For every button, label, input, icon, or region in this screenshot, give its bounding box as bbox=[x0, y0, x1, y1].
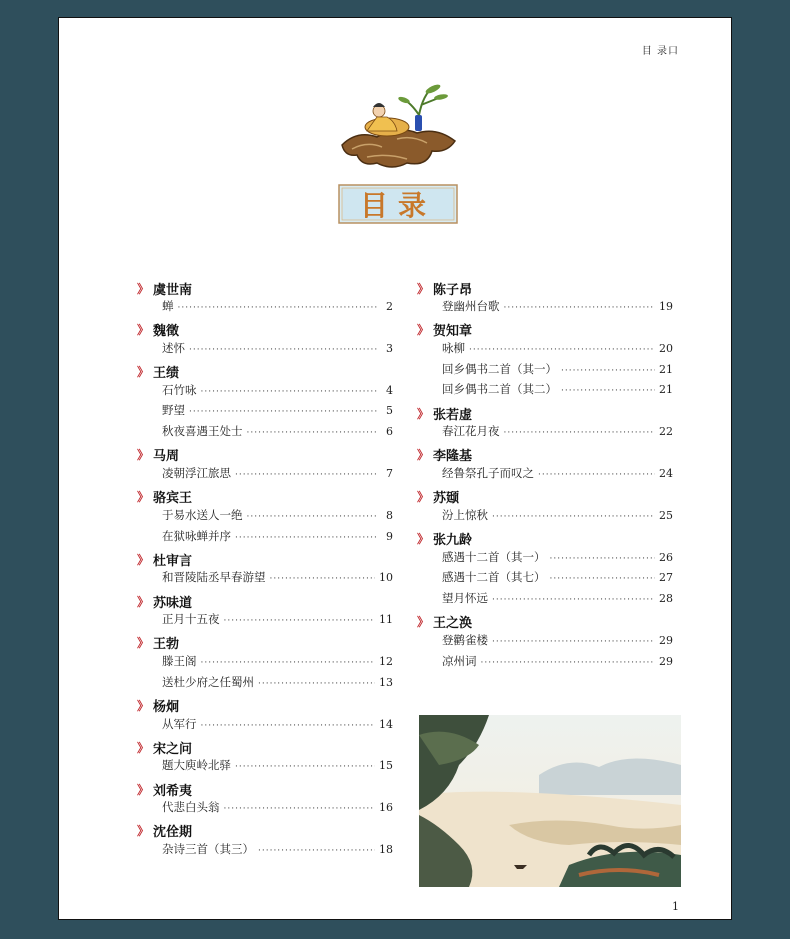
poem-title: 石竹咏 bbox=[162, 382, 197, 397]
author-name: 宋之问 bbox=[153, 741, 193, 757]
author-name: 苏颋 bbox=[433, 491, 460, 507]
page-number: 1 bbox=[672, 900, 679, 913]
poem-title: 感遇十二首（其七） bbox=[442, 570, 546, 585]
author-name: 贺知章 bbox=[433, 324, 473, 340]
poem-title: 代悲白头翁 bbox=[162, 800, 220, 815]
poem-page-number: 7 bbox=[386, 466, 393, 480]
toc-entry[interactable] bbox=[417, 590, 673, 611]
toc-entry[interactable] bbox=[137, 340, 393, 361]
double-chevron-icon: 》 bbox=[137, 448, 150, 463]
poem-page-number: 21 bbox=[659, 383, 673, 397]
author-heading[interactable] bbox=[137, 591, 393, 611]
dot-leader bbox=[492, 637, 655, 647]
poem-page-number: 8 bbox=[386, 508, 393, 522]
poem-page-number: 5 bbox=[386, 404, 393, 418]
author-name: 马周 bbox=[153, 449, 180, 465]
toc-entry[interactable] bbox=[417, 465, 673, 486]
toc-entry[interactable] bbox=[137, 507, 393, 528]
poem-page-number: 16 bbox=[379, 801, 393, 815]
dot-leader bbox=[550, 574, 656, 584]
poem-page-number: 15 bbox=[379, 759, 393, 773]
poem-title: 在狱咏蝉并序 bbox=[162, 528, 231, 543]
poem-title: 杂诗三首（其三） bbox=[162, 841, 254, 856]
author-heading[interactable] bbox=[137, 696, 393, 716]
double-chevron-icon: 》 bbox=[137, 699, 150, 714]
double-chevron-icon: 》 bbox=[417, 615, 430, 630]
dot-leader bbox=[224, 804, 376, 814]
author-heading[interactable] bbox=[417, 445, 673, 465]
poem-page-number: 22 bbox=[659, 425, 673, 439]
toc-entry[interactable] bbox=[137, 569, 393, 590]
dot-leader bbox=[235, 470, 377, 480]
dot-leader bbox=[504, 428, 656, 438]
dot-leader bbox=[201, 658, 376, 668]
author-name: 刘希夷 bbox=[153, 783, 193, 799]
dot-leader bbox=[504, 303, 656, 313]
toc-entry[interactable] bbox=[417, 549, 673, 570]
toc-entry[interactable] bbox=[137, 465, 393, 486]
toc-entry[interactable] bbox=[137, 382, 393, 403]
poem-page-number: 4 bbox=[386, 383, 393, 397]
double-chevron-icon: 》 bbox=[137, 281, 150, 296]
dot-leader bbox=[258, 679, 375, 689]
poem-title: 从军行 bbox=[162, 716, 197, 731]
dot-leader bbox=[492, 512, 655, 522]
toc-entry[interactable] bbox=[137, 674, 393, 695]
poem-title: 凌朝浮江旅思 bbox=[162, 465, 231, 480]
author-name: 李隆基 bbox=[433, 449, 473, 465]
toc-entry[interactable] bbox=[137, 841, 393, 862]
poem-page-number: 29 bbox=[659, 654, 673, 668]
author-heading[interactable] bbox=[417, 403, 673, 423]
author-heading[interactable] bbox=[137, 737, 393, 757]
double-chevron-icon: 》 bbox=[137, 782, 150, 797]
poem-title: 经鲁祭孔子而叹之 bbox=[442, 465, 534, 480]
landscape-painting bbox=[419, 715, 681, 887]
author-heading[interactable] bbox=[137, 549, 393, 569]
toc-entry[interactable] bbox=[137, 298, 393, 319]
poem-page-number: 2 bbox=[386, 300, 393, 313]
author-heading[interactable] bbox=[137, 278, 393, 298]
toc-entry[interactable] bbox=[417, 632, 673, 653]
author-heading[interactable] bbox=[137, 362, 393, 382]
author-heading[interactable] bbox=[137, 445, 393, 465]
double-chevron-icon: 》 bbox=[137, 594, 150, 609]
poem-page-number: 26 bbox=[659, 550, 673, 564]
dot-leader bbox=[201, 721, 376, 731]
poem-title: 凉州词 bbox=[442, 653, 477, 668]
author-heading[interactable] bbox=[137, 633, 393, 653]
double-chevron-icon: 》 bbox=[137, 365, 150, 380]
poem-title: 野望 bbox=[162, 403, 185, 418]
dot-leader bbox=[224, 616, 376, 626]
author-heading[interactable] bbox=[137, 320, 393, 340]
poem-title: 感遇十二首（其一） bbox=[442, 549, 546, 564]
poem-page-number: 21 bbox=[659, 362, 673, 376]
poem-title: 滕王阁 bbox=[162, 653, 197, 668]
poem-page-number: 24 bbox=[659, 466, 673, 480]
poem-title: 望月怀远 bbox=[442, 591, 488, 606]
author-heading[interactable] bbox=[137, 487, 393, 507]
toc-entry[interactable] bbox=[417, 361, 673, 382]
toc-entry[interactable] bbox=[417, 507, 673, 528]
author-heading[interactable] bbox=[137, 821, 393, 841]
author-name: 张若虚 bbox=[433, 407, 473, 423]
author-name: 虞世南 bbox=[153, 282, 193, 298]
author-heading[interactable] bbox=[417, 612, 673, 632]
page-header: 目 录口 bbox=[641, 46, 679, 57]
poem-page-number: 19 bbox=[659, 300, 673, 313]
author-name: 魏徵 bbox=[153, 324, 180, 340]
toc-entry[interactable] bbox=[137, 528, 393, 549]
poem-title: 送杜少府之任蜀州 bbox=[162, 674, 254, 689]
author-name: 王勃 bbox=[153, 637, 180, 653]
toc-entry[interactable] bbox=[137, 757, 393, 778]
double-chevron-icon: 》 bbox=[137, 552, 150, 567]
dot-leader bbox=[492, 595, 655, 605]
author-name: 苏味道 bbox=[153, 595, 193, 611]
double-chevron-icon: 》 bbox=[417, 323, 430, 338]
toc-left-column bbox=[137, 277, 393, 862]
poem-title: 述怀 bbox=[162, 340, 185, 355]
author-name: 沈佺期 bbox=[153, 825, 193, 841]
toc-entry[interactable] bbox=[417, 340, 673, 361]
author-heading[interactable] bbox=[417, 487, 673, 507]
poem-page-number: 18 bbox=[379, 842, 393, 856]
author-name: 王绩 bbox=[153, 366, 180, 382]
dot-leader bbox=[270, 574, 376, 584]
dot-leader bbox=[550, 554, 656, 564]
toc-entry[interactable] bbox=[137, 799, 393, 820]
double-chevron-icon: 》 bbox=[137, 636, 150, 651]
poem-page-number: 12 bbox=[379, 654, 393, 668]
double-chevron-icon: 》 bbox=[417, 490, 430, 505]
poem-title: 蝉 bbox=[162, 299, 174, 313]
author-heading[interactable] bbox=[417, 278, 673, 298]
poem-title: 和晋陵陆丞早春游望 bbox=[162, 570, 266, 585]
author-name: 骆宾王 bbox=[153, 491, 193, 507]
poem-page-number: 28 bbox=[659, 592, 673, 606]
dot-leader bbox=[481, 658, 656, 668]
author-name: 杨炯 bbox=[153, 700, 180, 716]
poem-title: 春江花月夜 bbox=[442, 424, 500, 439]
double-chevron-icon: 》 bbox=[137, 490, 150, 505]
dot-leader bbox=[561, 366, 655, 376]
poem-page-number: 13 bbox=[379, 675, 393, 689]
dot-leader bbox=[189, 407, 377, 417]
poem-title: 秋夜喜遇王处士 bbox=[162, 424, 243, 439]
dot-leader bbox=[201, 387, 378, 397]
dot-leader bbox=[178, 303, 378, 313]
dot-leader bbox=[235, 762, 375, 772]
poem-title: 咏柳 bbox=[442, 340, 465, 355]
document-page bbox=[58, 17, 732, 920]
toc-entry[interactable] bbox=[137, 423, 393, 444]
poem-page-number: 10 bbox=[379, 571, 393, 585]
toc-entry[interactable] bbox=[137, 716, 393, 737]
toc-entry[interactable] bbox=[137, 402, 393, 423]
toc-entry[interactable] bbox=[137, 611, 393, 632]
poem-title: 汾上惊秋 bbox=[442, 507, 488, 522]
author-name: 王之涣 bbox=[433, 616, 473, 632]
author-name: 陈子昂 bbox=[433, 282, 473, 298]
poem-title: 登幽州台歌 bbox=[442, 299, 500, 313]
toc-entry[interactable] bbox=[137, 653, 393, 674]
double-chevron-icon: 》 bbox=[137, 824, 150, 839]
poem-title: 正月十五夜 bbox=[162, 612, 220, 627]
double-chevron-icon: 》 bbox=[417, 281, 430, 296]
poem-title: 回乡偶书二首（其一） bbox=[442, 361, 557, 376]
author-name: 杜审言 bbox=[153, 553, 193, 569]
toc-right-column bbox=[417, 277, 673, 674]
dot-leader bbox=[469, 345, 655, 355]
author-heading[interactable] bbox=[417, 529, 673, 549]
dot-leader bbox=[235, 533, 377, 543]
dot-leader bbox=[247, 512, 378, 522]
toc-entry[interactable] bbox=[417, 423, 673, 444]
emblem-title: 目录 bbox=[359, 189, 437, 222]
poem-page-number: 27 bbox=[659, 571, 673, 585]
toc-entry[interactable] bbox=[417, 298, 673, 319]
double-chevron-icon: 》 bbox=[137, 323, 150, 338]
poem-page-number: 25 bbox=[659, 508, 673, 522]
author-heading[interactable] bbox=[137, 779, 393, 799]
author-heading[interactable] bbox=[417, 320, 673, 340]
poem-page-number: 14 bbox=[379, 717, 393, 731]
dot-leader bbox=[189, 345, 377, 355]
toc-entry[interactable] bbox=[417, 569, 673, 590]
poem-page-number: 29 bbox=[659, 633, 673, 647]
author-name: 张九龄 bbox=[433, 533, 473, 549]
toc-entry[interactable] bbox=[417, 381, 673, 402]
poem-page-number: 9 bbox=[386, 529, 393, 543]
poem-title: 登鹳雀楼 bbox=[442, 632, 488, 647]
double-chevron-icon: 》 bbox=[417, 406, 430, 421]
double-chevron-icon: 》 bbox=[417, 532, 430, 547]
dot-leader bbox=[561, 386, 655, 396]
toc-entry[interactable] bbox=[417, 653, 673, 674]
poem-page-number: 20 bbox=[659, 341, 673, 355]
scholar-illustration bbox=[337, 75, 459, 225]
dot-leader bbox=[247, 428, 378, 438]
double-chevron-icon: 》 bbox=[417, 448, 430, 463]
poem-title: 回乡偶书二首（其二） bbox=[442, 382, 557, 397]
poem-page-number: 6 bbox=[386, 425, 393, 439]
dot-leader bbox=[258, 846, 375, 856]
poem-page-number: 11 bbox=[379, 613, 393, 627]
poem-page-number: 3 bbox=[386, 341, 393, 355]
dot-leader bbox=[538, 470, 655, 480]
poem-title: 于易水送人一绝 bbox=[162, 507, 243, 522]
poem-title: 题大庾岭北驿 bbox=[162, 758, 231, 773]
double-chevron-icon: 》 bbox=[137, 740, 150, 755]
